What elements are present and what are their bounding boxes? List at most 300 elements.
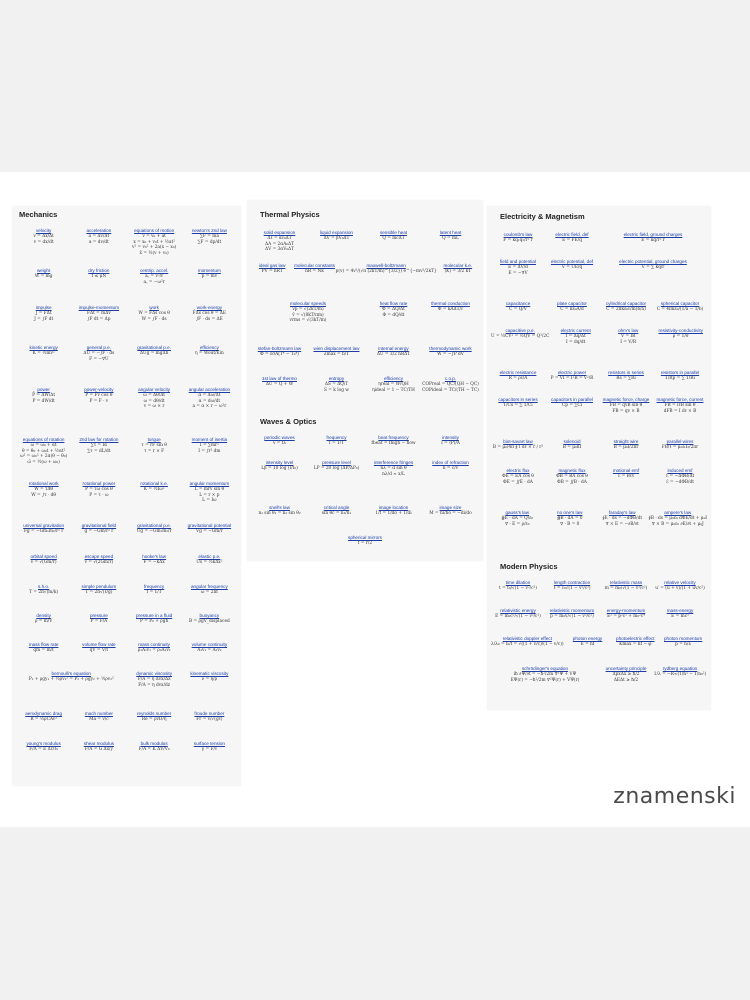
- formula-expression: P = τ · ω: [89, 492, 109, 498]
- formula-expression: a = α × r − ω²r: [192, 404, 227, 410]
- formula-expression: ∫F · ds = ΔE: [195, 316, 223, 322]
- formula-label-link[interactable]: pressure: [89, 613, 108, 618]
- formula-label-link[interactable]: mass continuity: [138, 642, 170, 647]
- formula-label-link[interactable]: relativistic momentum: [549, 608, 595, 613]
- formula-label-link[interactable]: 2nd law for rotation: [79, 437, 119, 442]
- formula-label-link[interactable]: parallel wires: [666, 439, 694, 444]
- formula-entry: [127, 437, 182, 481]
- modern-row: [491, 608, 707, 636]
- modern-row: [491, 666, 707, 704]
- formula-label-link[interactable]: newton's 2nd law: [191, 228, 227, 233]
- formula-label-link[interactable]: molecular speeds: [289, 301, 326, 306]
- formula-entry: [308, 505, 365, 535]
- formula-expression: ΔU = Q + W: [265, 382, 294, 387]
- thermal-title: Thermal Physics: [260, 210, 320, 219]
- formula-label-link[interactable]: energy-momentum: [606, 608, 646, 613]
- formula-entry: [71, 437, 126, 481]
- formula-entry: [71, 642, 126, 671]
- formula-entry: [16, 228, 71, 268]
- formula-label-link[interactable]: impulse: [35, 305, 52, 310]
- waves-row: [251, 505, 479, 535]
- formula-label-link[interactable]: critical angle: [323, 505, 350, 510]
- formula-label-link[interactable]: photoelectric effect: [616, 636, 655, 641]
- formula-expression: V = IR: [621, 334, 636, 339]
- formula-expression: α = dω/dt: [198, 398, 221, 404]
- formula-label-link[interactable]: acceleration: [86, 228, 112, 233]
- formula-expression: ΦE = ∬E · dA: [503, 479, 533, 485]
- formula-entry: [182, 642, 237, 671]
- formula-entry: [71, 345, 126, 387]
- formula-label-link[interactable]: heat flow rate: [379, 301, 408, 306]
- formula-label-link[interactable]: motional emf: [612, 468, 640, 473]
- formula-label-link[interactable]: buoyancy: [199, 613, 220, 618]
- formula-label-link[interactable]: ideal gas law: [258, 263, 286, 268]
- formula-label-link[interactable]: length contraction: [553, 580, 591, 585]
- formula-label-link[interactable]: resistors in parallel: [660, 370, 700, 375]
- formula-label-link[interactable]: centrip. accel.: [139, 268, 169, 273]
- formula-label-link[interactable]: coulomb's law: [503, 232, 533, 237]
- formula-label-link[interactable]: maxwell-boltzmann: [366, 263, 406, 268]
- top-background: [0, 0, 750, 172]
- formula-label-link[interactable]: spherical capacitor: [660, 301, 700, 306]
- formula-expression: ηideal = 1 − TC/TH: [372, 387, 415, 393]
- formula-label-link[interactable]: no one's law: [557, 510, 583, 515]
- formula-expression: ∇ × B = μ₀ε₀ ∂E/∂t + μ₀J: [651, 521, 704, 527]
- formula-label-link[interactable]: molecular k.e.: [443, 263, 473, 268]
- formula-entry: [16, 642, 71, 671]
- formula-label-link[interactable]: image size: [439, 505, 462, 510]
- formula-label-link[interactable]: gravitational potential: [187, 523, 232, 528]
- formula-label-link[interactable]: beat frequency: [378, 435, 409, 440]
- formula-label-link[interactable]: bulk modulus: [140, 741, 168, 746]
- formula-label-link[interactable]: s.h.o.: [38, 584, 50, 589]
- formula-expression: L = Iω: [202, 498, 217, 504]
- formula-label-link[interactable]: electric field, ground charges: [623, 232, 683, 237]
- formula-label-link[interactable]: magnetic flux: [558, 468, 586, 473]
- formula-entry: [491, 468, 545, 510]
- formula-expression: ρ = m/V: [34, 619, 53, 624]
- formula-label-link[interactable]: stefan-boltzmann law: [257, 346, 302, 351]
- formula-label-link[interactable]: kinetic energy: [29, 345, 58, 350]
- formula-expression: f = 1/T: [329, 441, 344, 446]
- formula-label-link[interactable]: capacitors in parallel: [551, 397, 593, 402]
- formula-label-link[interactable]: resistivity-conductivity: [658, 328, 703, 333]
- formula-label-link[interactable]: weight: [36, 268, 51, 273]
- formula-entry: [599, 232, 707, 259]
- formula-label-link[interactable]: snell's law: [269, 505, 290, 510]
- formula-expression: E = FE/q: [562, 238, 582, 243]
- mechanics-row: [16, 584, 237, 613]
- formula-label-link[interactable]: mass flow rate: [28, 642, 59, 647]
- formula-entry: [653, 370, 707, 397]
- formula-label-link[interactable]: mass-energy: [666, 608, 694, 613]
- formula-entry: [611, 636, 659, 666]
- formula-label-link[interactable]: c.o.p.: [444, 376, 457, 381]
- formula-label-link[interactable]: biot-savart law: [503, 439, 533, 444]
- formula-expression: Q = mcΔT: [382, 236, 405, 241]
- formula-expression: p(v) = 4v²/(√π (2kT/m)^{3/2}) e^{−mv²/2kT}: [335, 269, 437, 274]
- formula-entry: [16, 711, 71, 741]
- formula-entry: [16, 613, 71, 642]
- formula-label-link[interactable]: hooke's law: [142, 554, 167, 559]
- formula-entry: [491, 439, 545, 468]
- formula-entry: [599, 608, 653, 636]
- formula-expression: FB = qv × B: [612, 408, 640, 414]
- formula-entry: [127, 523, 182, 554]
- formula-expression: EΨ(r) = −ħ²/2m ∇²Ψ(r) + VΨ(r): [510, 677, 580, 683]
- formula-expression: ∑F = dp/dt: [197, 239, 222, 245]
- formula-label-link[interactable]: frequency: [144, 584, 165, 589]
- formula-expression: ηreal = W/QH: [378, 382, 409, 387]
- formula-label-link[interactable]: electric power: [557, 370, 587, 375]
- formula-expression: Δℓ = αℓ₀ΔT: [267, 236, 292, 241]
- formula-label-link[interactable]: general p.e.: [86, 345, 111, 350]
- formula-expression: a = dv/dt: [88, 239, 109, 245]
- formula-expression: x̄ = ½(v + v₀): [139, 250, 169, 256]
- formula-expression: v̄ = √(8kT/πm): [292, 312, 324, 318]
- formula-label-link[interactable]: momentum: [197, 268, 221, 273]
- formula-label-link[interactable]: electric potential, ground charges: [619, 259, 687, 264]
- formula-expression: Ug = −Gm₁m₂/r: [136, 529, 172, 534]
- formula-entry: [437, 263, 479, 301]
- formula-entry: [545, 232, 599, 259]
- formula-expression: P₁ + ρgy₁ + ½ρv₁² = P₂ + ρgy₂ + ½ρv₂²: [28, 677, 114, 682]
- formula-expression: τ = r × F: [144, 448, 165, 454]
- formula-expression: x = x₀ + v₀t + ½at²: [133, 239, 175, 245]
- formula-expression: g = −Gm/r² r̂: [84, 529, 114, 534]
- formula-expression: ΔV = 3αV₀ΔT: [265, 247, 294, 253]
- formula-label-link[interactable]: kinematic viscosity: [190, 671, 229, 676]
- formula-label-link[interactable]: angular momentum: [189, 481, 230, 486]
- formula-label-link[interactable]: field and potential: [499, 259, 536, 264]
- formula-expression: P = F · v: [89, 398, 109, 404]
- formula-entry: [16, 741, 71, 767]
- formula-label-link[interactable]: angular frequency: [190, 584, 228, 589]
- formula-expression: m = m₀/√(1 − v²/c²): [604, 586, 648, 591]
- formula-expression: ⟨K⟩ = 3/2 kT: [444, 269, 472, 274]
- formula-expression: 1/Rp = ∑ 1/Ri: [665, 376, 695, 381]
- formula-expression: λmax = b/T: [323, 352, 350, 357]
- formula-label-link[interactable]: gravitational p.e.: [137, 345, 171, 350]
- formula-label-link[interactable]: equations of rotation: [22, 437, 65, 442]
- formula-expression: qm = m/t: [33, 648, 54, 653]
- formula-label-link[interactable]: frequency: [326, 435, 347, 440]
- formula-label-link[interactable]: velocity: [35, 228, 52, 233]
- watermark-text: znamenski: [613, 784, 736, 809]
- formula-label-link[interactable]: bernoulli's equation: [51, 671, 91, 676]
- formula-expression: ∑τ = Iα: [90, 443, 108, 448]
- formula-entry: [182, 711, 237, 741]
- formula-expression: E = −∇V: [508, 270, 528, 276]
- formula-expression: P = VI = I²R = V²/R: [550, 376, 594, 381]
- formula-label-link[interactable]: electric field, def: [555, 232, 589, 237]
- formula-expression: p = h/λ: [675, 642, 692, 647]
- formula-label-link[interactable]: solid expansion: [263, 230, 296, 235]
- formula-entry: [491, 370, 545, 397]
- formula-expression: u′ = (u + v)/(1 + uv/c²): [655, 586, 705, 591]
- formula-expression: ρ = 1/σ: [672, 334, 689, 339]
- formula-entry: [71, 711, 126, 741]
- formula-expression: B = μ₀nI: [562, 445, 582, 450]
- formula-label-link[interactable]: sensible heat: [379, 230, 408, 235]
- formula-expression: C = 4πκε₀/(1/a − 1/b): [656, 307, 704, 312]
- formula-label-link[interactable]: efficiency: [383, 376, 404, 381]
- formula-expression: γ = F/ℓ: [201, 747, 218, 752]
- formula-expression: W = ∫F · ds: [141, 316, 167, 322]
- formula-label-link[interactable]: torque: [147, 437, 161, 442]
- mechanics-row: [16, 345, 237, 387]
- formula-entry: [16, 345, 71, 387]
- formula-label-link[interactable]: image location: [378, 505, 409, 510]
- formula-label-link[interactable]: relative velocity: [664, 580, 696, 585]
- formula-label-link[interactable]: intensity: [442, 435, 459, 440]
- formula-label-link[interactable]: thermodynamic work: [429, 346, 472, 351]
- formula-expression: 1/f = 1/do + 1/di: [375, 511, 412, 516]
- formula-label-link[interactable]: gravitational p.e.: [137, 523, 171, 528]
- formula-expression: v = fλ: [272, 441, 287, 446]
- mechanics-row: [16, 711, 237, 741]
- formula-expression: ΔpxΔx ≥ ħ/2: [612, 672, 640, 677]
- formula-label-link[interactable]: internal energy: [378, 346, 409, 351]
- formula-label-link[interactable]: simple pendulum: [81, 584, 117, 589]
- formula-label-link[interactable]: plate capacitor: [557, 301, 587, 306]
- thermal-row: [251, 376, 479, 412]
- formula-entry: [491, 666, 599, 704]
- formula-entry: [545, 468, 599, 510]
- formula-label-link[interactable]: dynamic viscosity: [136, 671, 172, 676]
- formula-label-link[interactable]: solenoid: [563, 439, 581, 444]
- formula-label-link[interactable]: shear modulus: [83, 741, 114, 746]
- formula-expression: ∇ · B = 0: [560, 521, 580, 527]
- formula-expression: L = r × p: [199, 492, 220, 498]
- formula-label-link[interactable]: pressure level: [322, 460, 351, 465]
- formula-label-link[interactable]: relativistic energy: [500, 608, 536, 613]
- formula-entry: [182, 554, 237, 584]
- formula-expression: ∮B · ds = μ₀ε₀ dΦE/dt + μ₀I: [648, 516, 707, 521]
- formula-label-link[interactable]: rydberg equation: [662, 666, 698, 671]
- formula-expression: W = mg: [34, 274, 53, 279]
- formula-expression: E = hf: [580, 642, 595, 647]
- formula-label-link[interactable]: periodic waves: [264, 435, 295, 440]
- formula-label-link[interactable]: gauss's law: [505, 510, 530, 515]
- formula-label-link[interactable]: angular velocity: [138, 387, 171, 392]
- formula-label-link[interactable]: capacitive p.e.: [505, 328, 535, 333]
- formula-expression: F/A = E Δℓ/ℓ₀: [29, 747, 58, 752]
- formula-entry: [599, 370, 653, 397]
- formula-label-link[interactable]: angular acceleration: [188, 387, 231, 392]
- formula-label-link[interactable]: latent heat: [439, 230, 462, 235]
- formula-expression: ω̄ = ½(ω + ω₀): [27, 459, 60, 465]
- formula-label-link[interactable]: photon momentum: [663, 636, 703, 641]
- formula-expression: ΔA = 2αA₀ΔT: [265, 241, 294, 247]
- formula-expression: f = 1/T: [146, 590, 162, 595]
- formula-label-link[interactable]: photon energy: [572, 636, 603, 641]
- formula-label-link[interactable]: aerodynamic drag: [25, 711, 63, 716]
- thermal-row: [251, 263, 479, 301]
- formula-entry: [127, 268, 182, 305]
- formula-expression: S = k log w: [323, 387, 349, 393]
- formula-label-link[interactable]: power-velocity: [84, 387, 114, 392]
- formula-entry: [127, 387, 182, 437]
- formula-expression: F = −∇U: [89, 356, 109, 362]
- formula-expression: A₁v₁ = A₂v₂: [197, 648, 222, 653]
- formula-label-link[interactable]: electric flux: [506, 468, 530, 473]
- formula-label-link[interactable]: work: [149, 305, 159, 310]
- formula-label-link[interactable]: uncertainty principle: [605, 666, 647, 671]
- formula-expression: FB = IℓB sin θ: [664, 403, 696, 408]
- formula-expression: v = ω × r: [143, 404, 165, 410]
- formula-entry: [336, 263, 437, 301]
- formula-label-link[interactable]: efficiency: [199, 345, 219, 350]
- formula-label-link[interactable]: froude number: [194, 711, 225, 716]
- formula-label-link[interactable]: mach number: [84, 711, 113, 716]
- formula-label-link[interactable]: index of refraction: [432, 460, 469, 465]
- waves-row: [251, 435, 479, 460]
- formula-label-link[interactable]: capacitors in series: [498, 397, 538, 402]
- formula-entry: [127, 711, 182, 741]
- modern-title: Modern Physics: [500, 562, 558, 571]
- formula-expression: F/A = η Δvx/Δz: [137, 677, 171, 682]
- formula-entry: [127, 613, 182, 642]
- formula-label-link[interactable]: rotational power: [82, 481, 116, 486]
- formula-label-link[interactable]: power: [37, 387, 50, 392]
- formula-label-link[interactable]: schrödinger's equation: [521, 666, 569, 671]
- formula-expression: dFB = I dℓ × B: [663, 408, 697, 414]
- formula-label-link[interactable]: work-energy: [196, 305, 223, 310]
- formula-entry: [422, 505, 479, 535]
- formula-expression: vrms = √(3kT/m): [289, 318, 327, 324]
- formula-expression: ΔUg = mgΔh: [139, 351, 169, 356]
- formula-expression: P̄ = ΔW/Δt: [32, 393, 56, 398]
- formula-expression: fbeat = fhigh − flow: [371, 441, 416, 446]
- formula-label-link[interactable]: dry friction: [88, 268, 110, 273]
- formula-label-link[interactable]: equations of motion: [134, 228, 175, 233]
- formula-entry: [182, 268, 237, 305]
- formula-expression: 1/λ = −R∞(1/n² − 1/n₀²): [653, 672, 707, 677]
- formula-label-link[interactable]: density: [36, 613, 51, 618]
- formula-label-link[interactable]: ampere's law: [664, 510, 692, 515]
- formula-entry: [127, 345, 182, 387]
- formula-label-link[interactable]: pressure in a fluid: [135, 613, 173, 618]
- formula-label-link[interactable]: young's modulus: [26, 741, 61, 746]
- formula-label-link[interactable]: rotational work: [28, 481, 59, 486]
- formula-label-link[interactable]: volume continuity: [191, 642, 228, 647]
- formula-entry: [251, 346, 308, 376]
- formula-expression: F = −kΔx: [143, 560, 165, 565]
- formula-label-link[interactable]: reynolds number: [137, 711, 172, 716]
- formula-expression: f = r/2: [357, 541, 373, 546]
- formula-entry: [71, 523, 126, 554]
- formula-expression: K = ½Iω²: [143, 487, 165, 492]
- formula-expression: sin θc = n₂/n₁: [321, 511, 352, 516]
- formula-label-link[interactable]: entropy: [328, 376, 345, 381]
- formula-label-link[interactable]: faraday's law: [608, 510, 636, 515]
- formula-label-link[interactable]: capacitance: [505, 301, 531, 306]
- formula-entry: [251, 376, 308, 412]
- formula-label-link[interactable]: gravitational field: [81, 523, 117, 528]
- formula-label-link[interactable]: time dilation: [505, 580, 531, 585]
- formula-expression: F̄Δt = mΔv: [87, 311, 111, 316]
- formula-label-link[interactable]: electric current: [560, 328, 591, 333]
- formula-label-link[interactable]: 1st law of thermo: [262, 376, 297, 381]
- formula-label-link[interactable]: magnetic force, charge: [602, 397, 650, 402]
- formula-entry: [308, 346, 365, 376]
- formula-label-link[interactable]: ohm's law: [618, 328, 639, 333]
- formula-expression: ΔV = βV₀ΔT: [323, 236, 350, 241]
- formula-entry: [659, 636, 707, 666]
- formula-entry: [251, 301, 365, 346]
- formula-label-link[interactable]: surface tension: [193, 741, 225, 746]
- electricity-row: [491, 259, 707, 301]
- formula-entry: [653, 301, 707, 328]
- formula-label-link[interactable]: resistors in series: [608, 370, 644, 375]
- formula-expression: Fg = −Gm₁m₂/r² r̂: [23, 529, 64, 534]
- formula-label-link[interactable]: rotational k.e.: [140, 481, 168, 486]
- mechanics-row: [16, 642, 237, 671]
- formula-expression: F/A = K ΔV/V₀: [138, 747, 170, 752]
- formula-label-link[interactable]: elastic p.e.: [198, 554, 221, 559]
- formula-label-link[interactable]: molecular constants: [294, 263, 335, 268]
- formula-label-link[interactable]: relativistic mass: [609, 580, 643, 585]
- formula-entry: [71, 613, 126, 642]
- formula-expression: ω = 2πf: [200, 590, 218, 595]
- formula-entry: [71, 387, 126, 437]
- formula-label-link[interactable]: universal gravitation: [23, 523, 65, 528]
- formula-label-link[interactable]: thermal conduction: [431, 301, 470, 306]
- formula-label-link[interactable]: spherical mirrors: [348, 535, 382, 540]
- formula-label-link[interactable]: straight wire: [613, 439, 639, 444]
- formula-label-link[interactable]: liquid expansion: [320, 230, 353, 235]
- formula-expression: R = ½ρCAv²: [30, 717, 57, 722]
- formula-expression: ℰ = −ΔΦB/Δt: [665, 474, 695, 479]
- formula-entry: [293, 263, 335, 301]
- formula-label-link[interactable]: volume flow rate: [82, 642, 116, 647]
- formula-entry: [251, 535, 479, 563]
- formula-entry: [545, 301, 599, 328]
- formula-label-link[interactable]: intensity level: [265, 460, 294, 465]
- mechanics-row: [16, 613, 237, 642]
- formula-label-link[interactable]: moment of inertia: [191, 437, 228, 442]
- formula-expression: E² = p²c² + m₀²c⁴: [607, 614, 645, 619]
- formula-label-link[interactable]: induced emf: [667, 468, 693, 473]
- formula-entry: [127, 671, 182, 711]
- formula-label-link[interactable]: magnetic force, current: [656, 397, 704, 402]
- formula-expression: v = dx/dt: [33, 239, 54, 245]
- formula-entry: [653, 439, 707, 468]
- formula-entry: [653, 397, 707, 439]
- formula-expression: v = √(Gm/r): [30, 560, 57, 565]
- formula-label-link[interactable]: impulse-momentum: [78, 305, 120, 310]
- formula-expression: PV = nRT: [261, 269, 283, 274]
- formula-entry: [491, 636, 564, 666]
- formula-expression: ΦB = BA cos θ: [556, 474, 588, 479]
- formula-label-link[interactable]: cylindrical capacitor: [605, 301, 647, 306]
- formula-label-link[interactable]: wien displacement law: [313, 346, 360, 351]
- modern-row: [491, 580, 707, 608]
- formula-label-link[interactable]: electric potential, def: [550, 259, 594, 264]
- formula-expression: nλ = d sin θ: [380, 466, 407, 471]
- mechanics-title: Mechanics: [19, 210, 58, 219]
- formula-label-link[interactable]: relativistic doppler effect: [502, 636, 552, 641]
- formula-expression: I = ∑mr²: [199, 443, 219, 448]
- formula-entry: [182, 345, 237, 387]
- formula-label-link[interactable]: electric resistance: [499, 370, 537, 375]
- formula-label-link[interactable]: escape speed: [84, 554, 114, 559]
- formula-label-link[interactable]: interference fringes: [373, 460, 414, 465]
- formula-expression: ℰ = Bℓv: [617, 474, 635, 479]
- modern-row: [491, 636, 707, 666]
- formula-label-link[interactable]: orbital speed: [30, 554, 57, 559]
